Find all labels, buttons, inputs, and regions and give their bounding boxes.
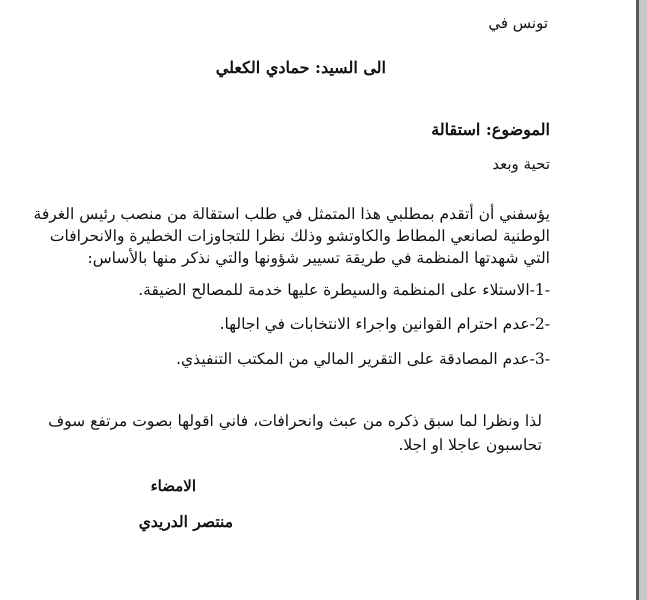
closing-line: لذا ونظرا لما سبق ذكره من عبث وانحرافات، فاني اقولها بصوت مرتفع سوف	[48, 412, 542, 430]
paragraph-line: الوطنية لصانعي المطاط والكاوتشو وذلك نظرا للتجاوزات الخطيرة والانحرافات	[49, 227, 550, 245]
signature-label: الامضاء	[150, 477, 196, 495]
list-item: -1-الاستلاء على المنظمة والسيطرة عليها خدمة للمصالح الضيقة.	[138, 281, 550, 299]
list-item: -3-عدم المصادقة على التقرير المالي من المكتب التنفيذي.	[176, 350, 550, 368]
recipient-line: الى السيد: حمادي الكعلي	[215, 58, 386, 77]
viewer-background	[639, 0, 647, 600]
subject-line: الموضوع: استقالة	[431, 120, 550, 139]
list-item: -2-عدم احترام القوانين واجراء الانتخابات في اجالها.	[219, 315, 550, 333]
paragraph-line: التي شهدتها المنظمة في طريقة تسيير شؤونها والتي نذكر منها بالأساس:	[87, 249, 550, 267]
greeting-line: تحية وبعد	[492, 155, 550, 173]
paragraph-line: يؤسفني أن أتقدم بمطلبي هذا المتمثل في طلب استقالة من منصب رئيس الغرفة	[33, 205, 550, 223]
city-date-line: تونس في	[488, 14, 548, 32]
closing-line: تحاسبون عاجلا او اجلا.	[398, 436, 542, 454]
signature-name: منتصر الدريدي	[138, 512, 233, 531]
